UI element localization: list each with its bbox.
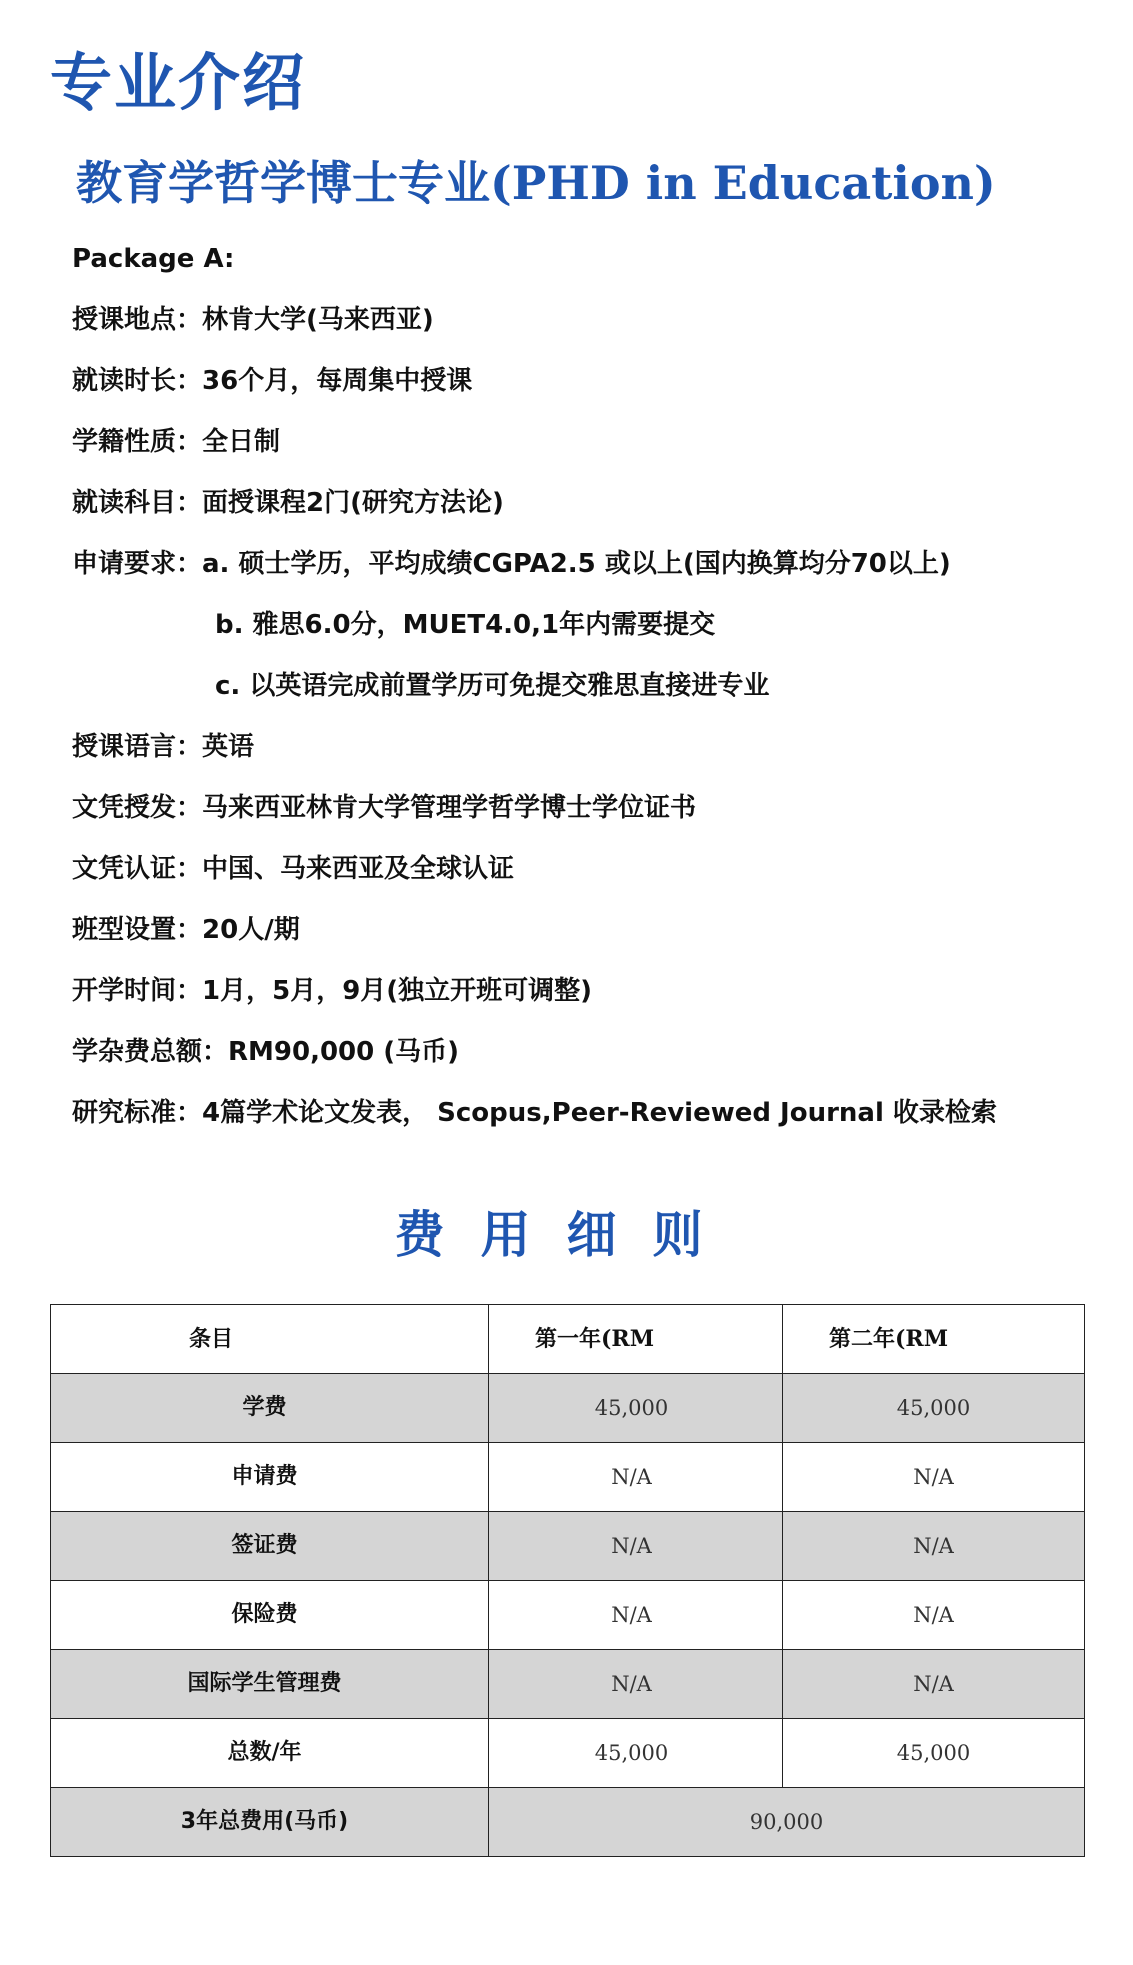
info-value: RM90,000 (马币)	[228, 1037, 460, 1067]
fee-table	[50, 1304, 1085, 1857]
info-line-location	[72, 301, 1092, 362]
info-line-intake	[72, 972, 1092, 1033]
info-key: 就读时长：	[72, 366, 203, 396]
column-header-item: 条目	[51, 1305, 489, 1374]
info-key: 学杂费总额：	[72, 1037, 229, 1067]
info-line-requirement-c	[72, 667, 1092, 728]
column-header-year1: 第一年(RM	[489, 1305, 783, 1374]
info-line-requirements	[72, 545, 1092, 606]
row-label: 国际学生管理费	[51, 1650, 489, 1719]
info-line-status	[72, 423, 1092, 484]
year1-value: N/A	[489, 1650, 783, 1719]
info-value: a. 硕士学历，平均成绩CGPA2.5 或以上(国内换算均分70以上)	[202, 549, 951, 579]
year1-value: 45,000	[489, 1719, 783, 1788]
table-row	[51, 1650, 1085, 1719]
info-key: 文凭认证：	[72, 854, 203, 884]
year2-value: N/A	[783, 1581, 1085, 1650]
year1-value: N/A	[489, 1512, 783, 1581]
info-line-language	[72, 728, 1092, 789]
table-row	[51, 1443, 1085, 1512]
row-label: 总数/年	[51, 1719, 489, 1788]
info-line-research-standard	[72, 1094, 1092, 1155]
info-key: 学籍性质：	[72, 427, 203, 457]
row-label: 学费	[51, 1374, 489, 1443]
info-key: 文凭授发：	[72, 793, 203, 823]
year1-value: N/A	[489, 1581, 783, 1650]
page-title: 专业介绍	[50, 46, 307, 119]
year1-value: N/A	[489, 1443, 783, 1512]
row-label: 签证费	[51, 1512, 489, 1581]
info-key: Package A:	[72, 244, 235, 274]
info-key: 申请要求：	[72, 549, 203, 579]
info-line-duration	[72, 362, 1092, 423]
program-info-list	[72, 240, 1092, 1155]
total-value: 90,000	[489, 1788, 1085, 1857]
info-line-total-fee	[72, 1033, 1092, 1094]
table-row	[51, 1512, 1085, 1581]
year2-value: 45,000	[783, 1719, 1085, 1788]
info-value: 马来西亚林肯大学管理学哲学博士学位证书	[202, 793, 697, 823]
table-row	[51, 1374, 1085, 1443]
info-key: 授课语言：	[72, 732, 203, 762]
info-value: 面授课程2门(研究方法论)	[202, 488, 504, 518]
info-key: 开学时间：	[72, 976, 203, 1006]
info-key: 就读科目：	[72, 488, 203, 518]
year2-value: N/A	[783, 1650, 1085, 1719]
info-line-requirement-b	[72, 606, 1092, 667]
info-key: 班型设置：	[72, 915, 203, 945]
info-line-class-size	[72, 911, 1092, 972]
info-value: 36个月，每周集中授课	[202, 366, 473, 396]
info-key: 研究标准：	[72, 1098, 203, 1128]
info-line-package	[72, 240, 1092, 301]
info-value: 4篇学术论文发表， Scopus,Peer-Reviewed Journal 收录检索	[202, 1098, 997, 1128]
table-header-row	[51, 1305, 1085, 1374]
row-label: 申请费	[51, 1443, 489, 1512]
year2-value: N/A	[783, 1443, 1085, 1512]
fee-section-heading: 费用细则	[394, 1206, 739, 1264]
info-value: b. 雅思6.0分，MUET4.0,1年内需要提交	[215, 610, 716, 640]
program-title: 教育学哲学博士专业(PHD in Education)	[76, 156, 996, 210]
year2-value: N/A	[783, 1512, 1085, 1581]
year2-value: 45,000	[783, 1374, 1085, 1443]
table-row	[51, 1581, 1085, 1650]
info-value: c. 以英语完成前置学历可免提交雅思直接进专业	[215, 671, 770, 701]
info-value: 1月，5月，9月(独立开班可调整)	[202, 976, 593, 1006]
info-value: 全日制	[202, 427, 281, 457]
info-value: 英语	[202, 732, 255, 762]
year1-value: 45,000	[489, 1374, 783, 1443]
info-value: 20人/期	[202, 915, 300, 945]
info-value: 中国、马来西亚及全球认证	[202, 854, 515, 884]
info-key: 授课地点：	[72, 305, 203, 335]
table-total-row	[51, 1788, 1085, 1857]
row-label: 保险费	[51, 1581, 489, 1650]
total-row-label: 3年总费用(马币)	[51, 1788, 489, 1857]
info-line-diploma	[72, 789, 1092, 850]
info-line-subjects	[72, 484, 1092, 545]
table-row	[51, 1719, 1085, 1788]
info-value: 林肯大学(马来西亚)	[202, 305, 434, 335]
column-header-year2: 第二年(RM	[783, 1305, 1085, 1374]
info-line-accreditation	[72, 850, 1092, 911]
